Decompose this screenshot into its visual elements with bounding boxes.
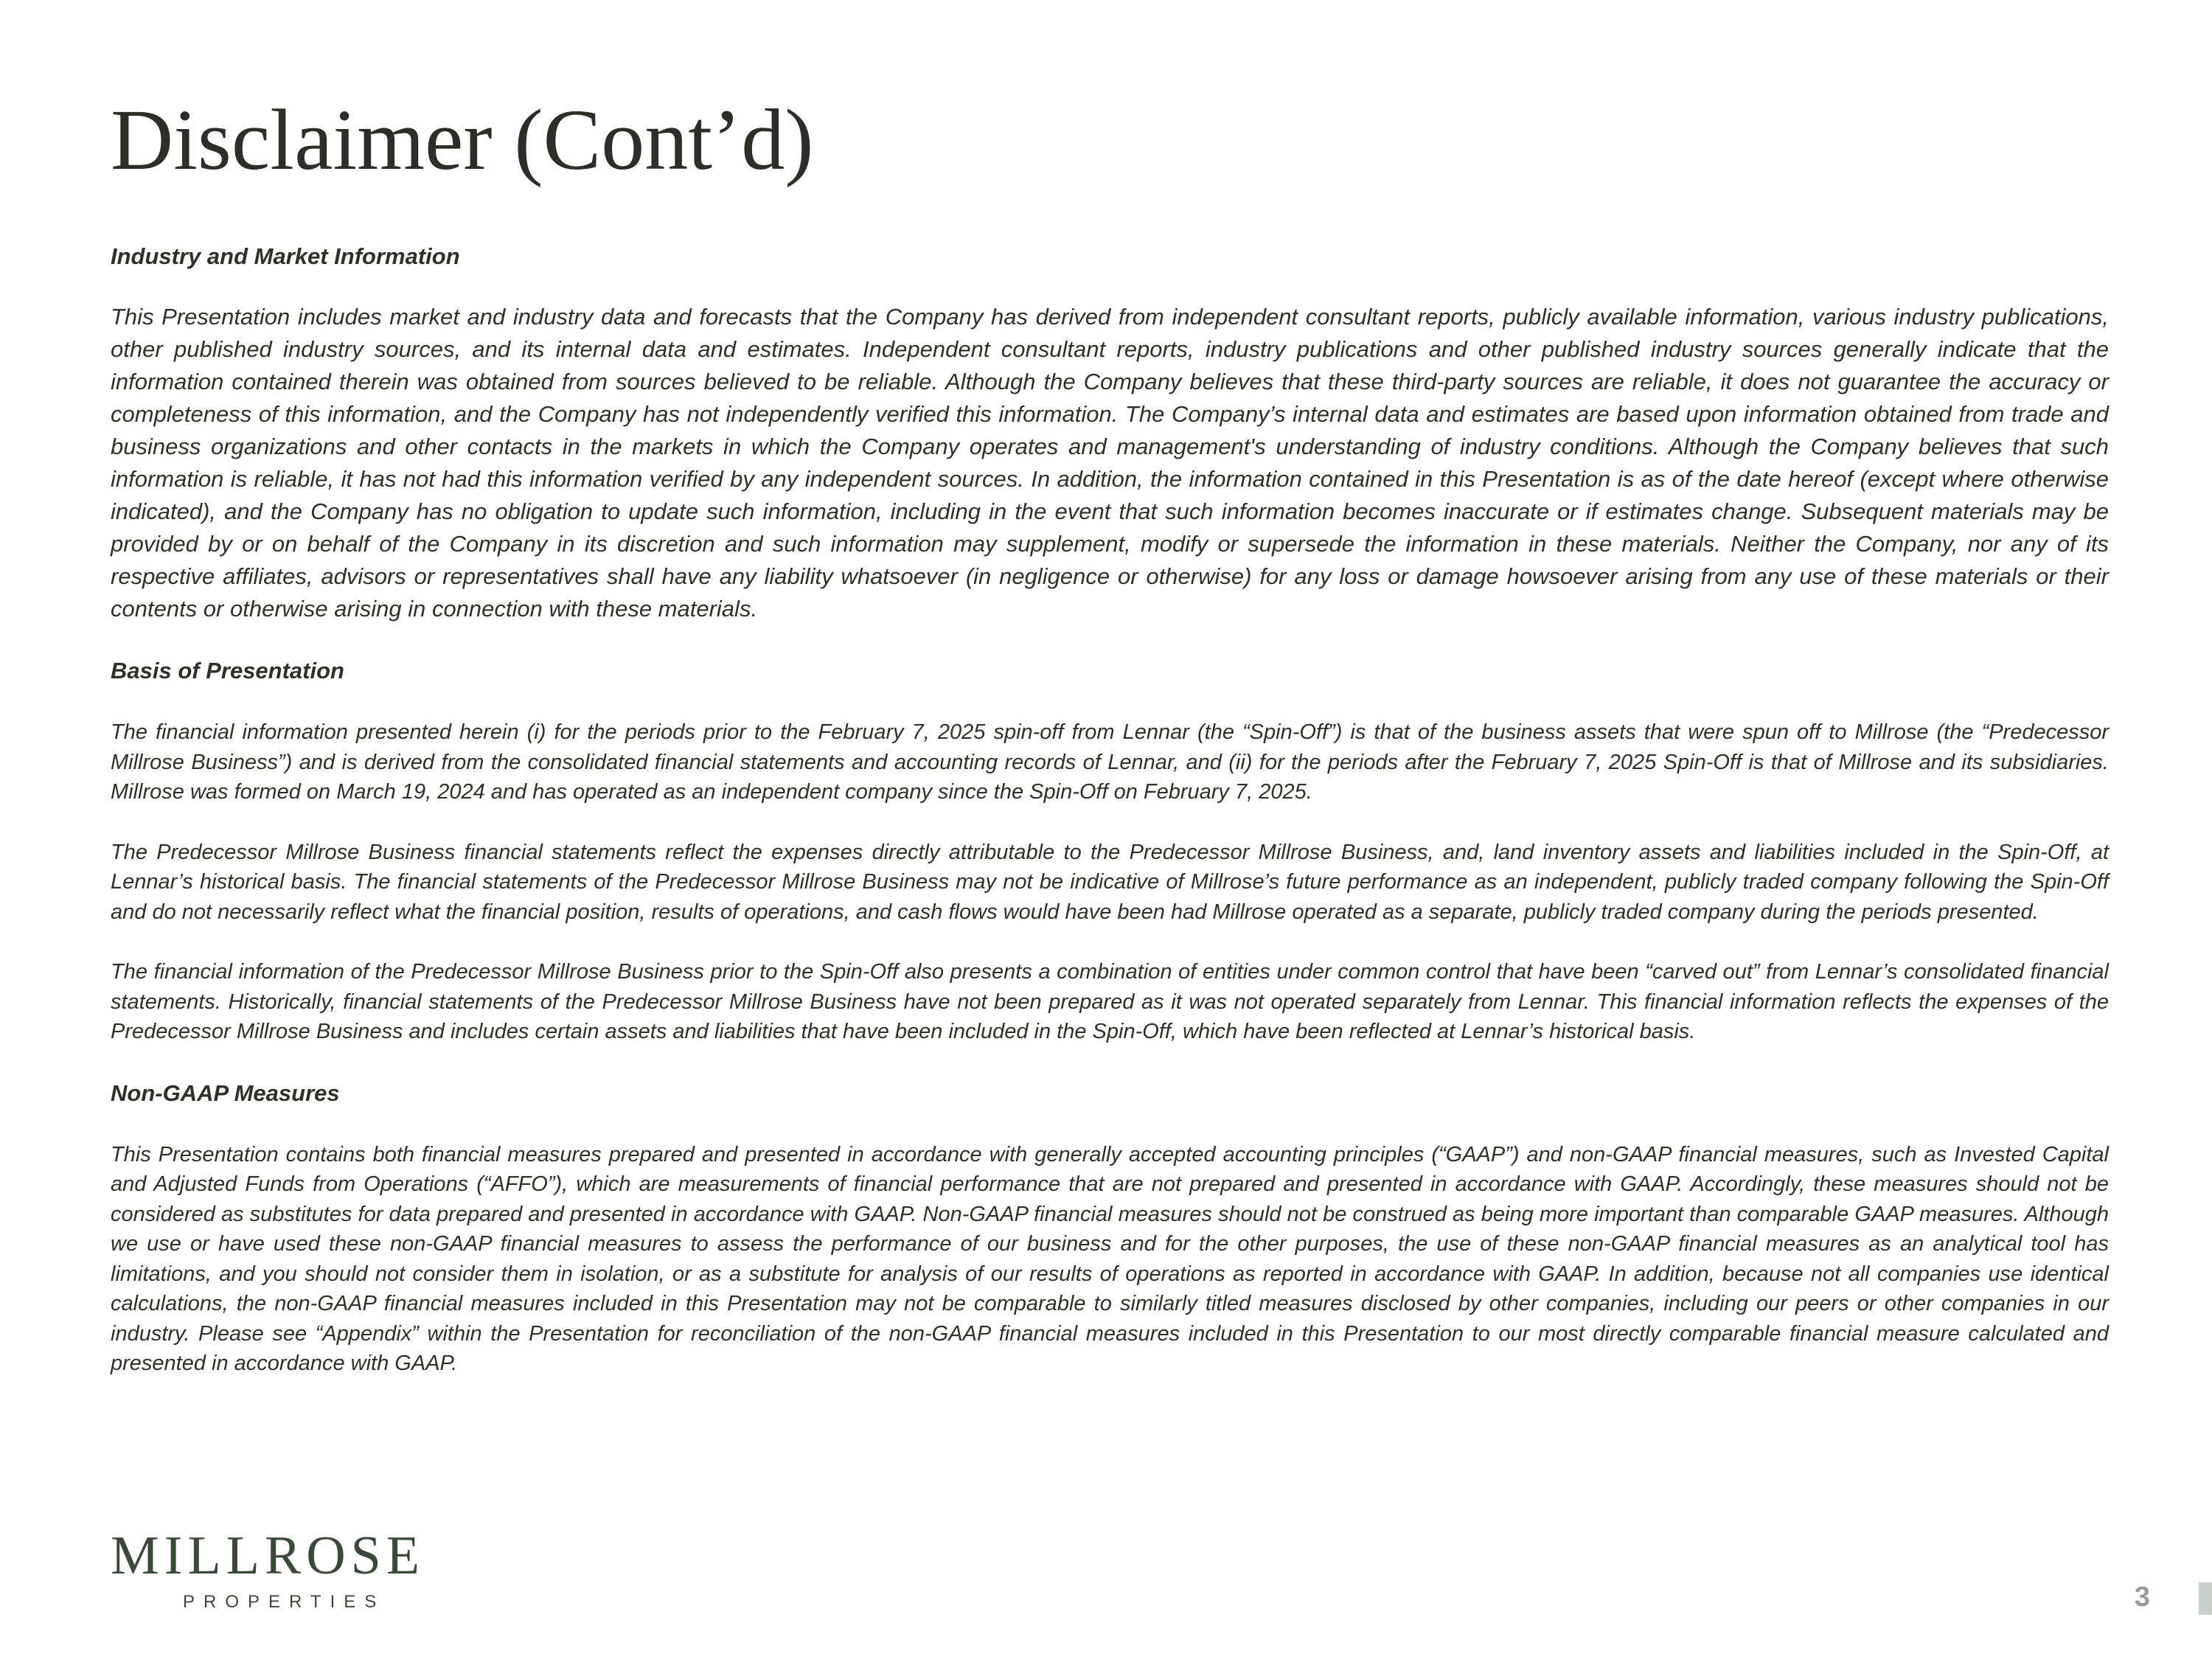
section-heading-non-gaap: Non-GAAP Measures: [111, 1079, 340, 1106]
millrose-logo: [111, 1526, 432, 1613]
basis-paragraph-3: The financial information of the Predecessor Millrose Business prior to the Spin-Off also presents a combination of entities under common control that have been “carved out” from Lennar’s consolidated financial statements. Historically, financial statements of the Predecessor Millrose Business have not been prepared as it was not operated separately from Lennar. This financial information reflects the expenses of the Predecessor Millrose Business and includes certain assets and liabilities that have been included in the Spin-Off, which have been reflected at Lennar’s historical basis.: [111, 960, 2109, 1043]
section-heading-basis: Basis of Presentation: [111, 658, 344, 684]
section-heading-industry: Industry and Market Information: [111, 243, 460, 269]
basis-paragraph-2: The Predecessor Millrose Business financial statements reflect the expenses directly attributable to the Predecessor Millrose Business, and, land inventory assets and liabilities included in the Spin-Off, at Lennar’s historical basis. The financial statements of the Predecessor Millrose Business may not be indicative of Millrose’s future performance as an independent, publicly traded company following the Spin-Off and do not necessarily reflect what the financial position, results of operations, and cash flows would have been had Millrose operated as a separate, publicly traded company during the periods presented.: [111, 840, 2109, 924]
basis-paragraph-1: The financial information presented herein (i) for the periods prior to the February 7, 2025 spin-off from Lennar (the “Spin-Off”) is that of the business assets that were spun off to Millrose (the “Predecessor Millrose Business”) and is derived from the consolidated financial statements and accounting records of Lennar, and (ii) for the periods after the February 7, 2025 Spin-Off is that of Millrose and its subsidiaries. Millrose was formed on March 19, 2024 and has operated as an independent company since the Spin-Off on February 7, 2025.: [111, 720, 2109, 804]
logo-wordmark: MILLROSE: [111, 1526, 425, 1586]
page-title: Disclaimer (Cont’d): [111, 91, 814, 188]
industry-paragraph: This Presentation includes market and industry data and forecasts that the Company has derived from independent consultant reports, publicly available information, various industry publications, other published industry sources, and its internal data and estimates. Independent consultant reports, industry publications and other published industry sources generally indicate that the information contained therein was obtained from sources believed to be reliable. Although the Company believes that these third-party sources are reliable, it does not guarantee the accuracy or completeness of this information, and the Company has not independently verified this information. The Company’s internal data and estimates are based upon information obtained from trade and business organizations and other contacts in the markets in which the Company operates and management's understanding of industry conditions. Although the Company believes that such information is reliable, it has not had this information verified by any independent sources. In addition, the information contained in this Presentation is as of the date hereof (except where otherwise indicated), and the Company has no obligation to update such information, including in the event that such information becomes inaccurate or if estimates change. Subsequent materials may be provided by or on behalf of the Company in its discretion and such information may supplement, modify or supersede the information in these materials. Neither the Company, nor any of its respective affiliates, advisors or representatives shall have any liability whatsoever (in negligence or otherwise) for any loss or damage howsoever arising from any use of these materials or their contents or otherwise arising in connection with these materials.: [111, 304, 2109, 622]
logo-subtitle: PROPERTIES: [183, 1592, 386, 1612]
non-gaap-paragraph: This Presentation contains both financial measures prepared and presented in accordance with generally accepted accounting principles (“GAAP”) and non-GAAP financial measures, such as Invested Capital and Adjusted Funds from Operations (“AFFO”), which are measurements of financial performance that are not prepared and presented in accordance with GAAP. Accordingly, these measures should not be considered as substitutes for data prepared and presented in accordance with GAAP. Non-GAAP financial measures should not be construed as being more important than comparable GAAP measures. Although we use or have used these non-GAAP financial measures to assess the performance of our business and for the other purposes, the use of these non-GAAP financial measures as an analytical tool has limitations, and you should not consider them in isolation, or as a substitute for analysis of our results of operations as reported in accordance with GAAP. In addition, because not all companies use identical calculations, the non-GAAP financial measures included in this Presentation may not be comparable to similarly titled measures disclosed by other companies, including our peers or other companies in our industry. Please see “Appendix” within the Presentation for reconciliation of the non-GAAP financial measures included in this Presentation to our most directly comparable financial measure calculated and presented in accordance with GAAP.: [111, 1142, 2109, 1375]
disclaimer-body: [111, 240, 2109, 1379]
corner-accent-bar: [2199, 1582, 2212, 1615]
page-number: 3: [2134, 1582, 2150, 1613]
